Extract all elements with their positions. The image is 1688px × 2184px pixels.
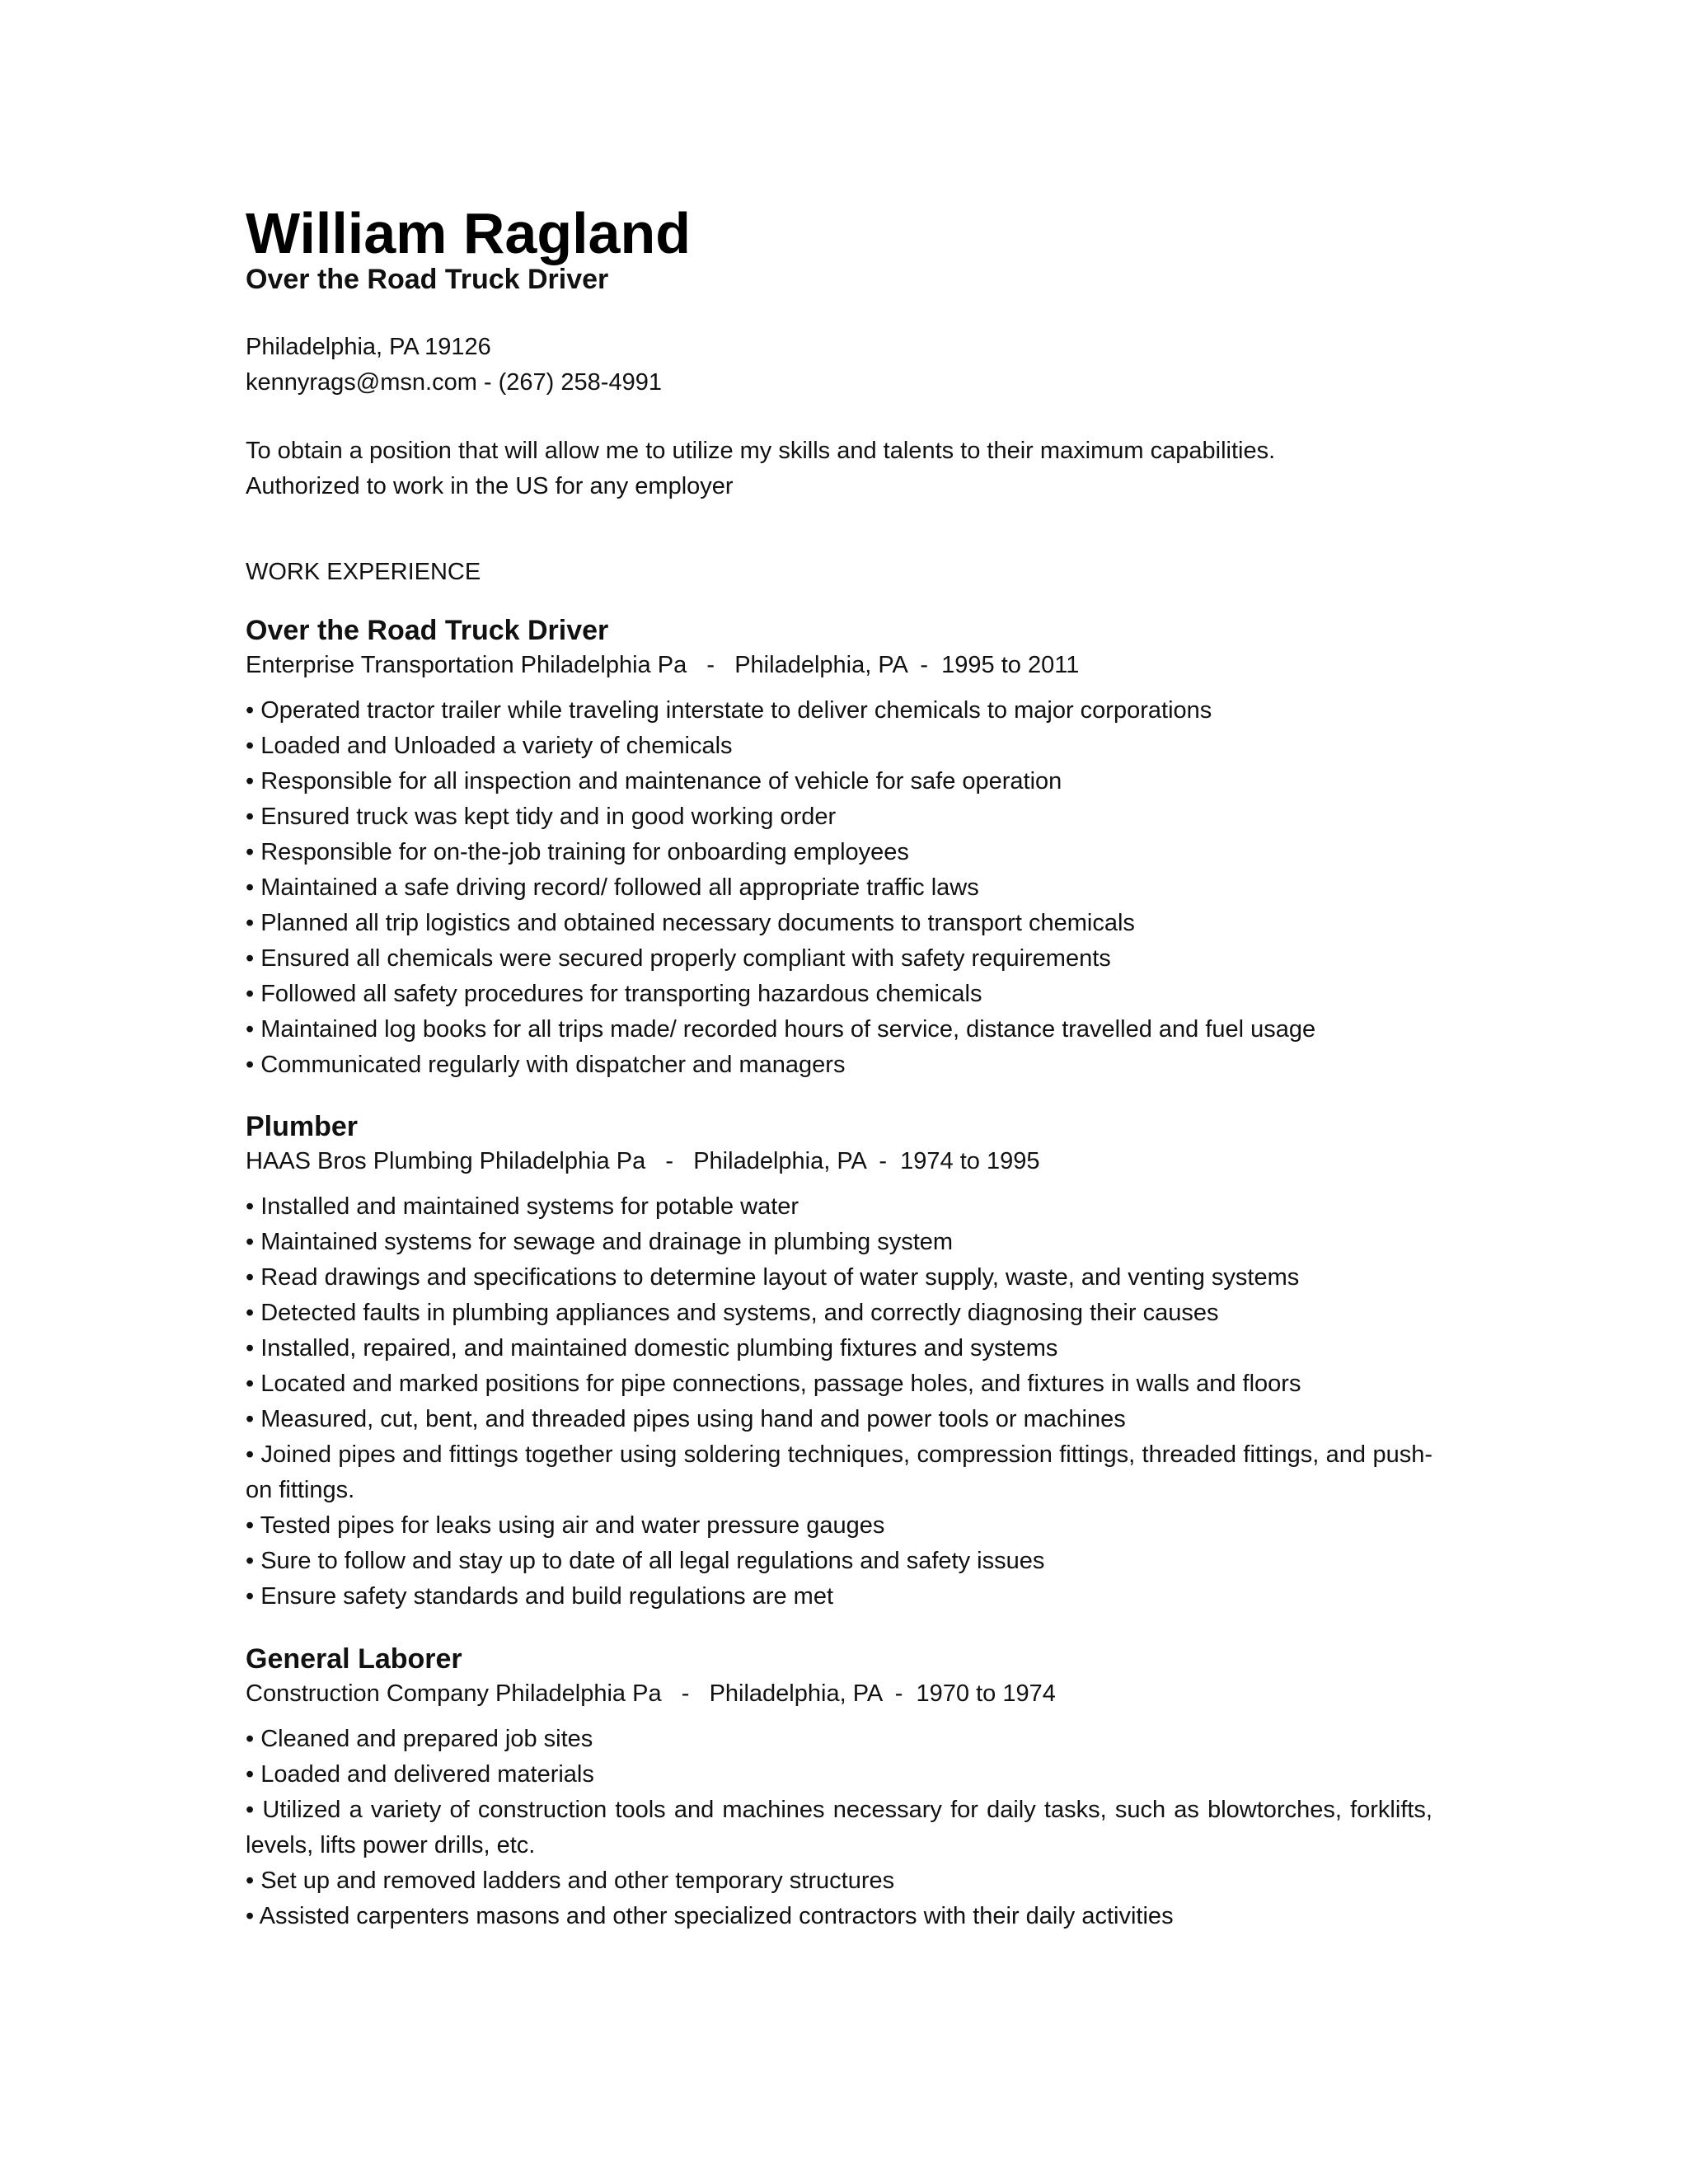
- work-authorization: Authorized to work in the US for any employer: [246, 473, 734, 499]
- email-phone-text: kennyrags@msn.com - (267) 258-4991: [246, 369, 662, 396]
- job-title: General Laborer: [246, 1643, 462, 1675]
- list-item: • Tested pipes for leaks using air and water pressure gauges: [246, 1512, 885, 1539]
- list-item: • Maintained a safe driving record/ followed all appropriate traffic laws: [246, 874, 979, 901]
- list-item: • Detected faults in plumbing appliances and systems, and correctly diagnosing their causes: [246, 1300, 1219, 1326]
- list-item: • Responsible for all inspection and maintenance of vehicle for safe operation: [246, 768, 1062, 794]
- work-experience-heading: WORK EXPERIENCE: [246, 559, 481, 585]
- list-item: • Loaded and delivered materials: [246, 1761, 594, 1788]
- list-item: • Cleaned and prepared job sites: [246, 1726, 593, 1752]
- list-item: • Sure to follow and stay up to date of all legal regulations and safety issues: [246, 1548, 1045, 1574]
- job-entry-truck-driver: [246, 613, 1432, 1083]
- list-item: • Installed and maintained systems for potable water: [246, 1193, 799, 1220]
- job-meta: Construction Company Philadelphia Pa - Philadelphia, PA - 1970 to 1974: [246, 1680, 1056, 1707]
- list-item: • Maintained log books for all trips made/ recorded hours of service, distance travelled and fuel usage: [246, 1016, 1316, 1043]
- contact-block: [246, 330, 662, 401]
- list-item: • Located and marked positions for pipe connections, passage holes, and fixtures in walls and floors: [246, 1371, 1301, 1397]
- job-meta: HAAS Bros Plumbing Philadelphia Pa - Philadelphia, PA - 1974 to 1995: [246, 1148, 1040, 1174]
- job-duties-list: [246, 1189, 1432, 1615]
- list-item: • Read drawings and specifications to determine layout of water supply, waste, and venting systems: [246, 1264, 1300, 1291]
- job-meta: Enterprise Transportation Philadelphia Pa - Philadelphia, PA - 1995 to 2011: [246, 652, 1080, 678]
- list-item: • Responsible for on-the-job training for onboarding employees: [246, 839, 909, 865]
- list-item: • Utilized a variety of construction tools and machines necessary for daily tasks, such as blowtorches, forklifts, levels, lifts power drills, etc.: [246, 1797, 1432, 1858]
- list-item: • Assisted carpenters masons and other specialized contractors with their daily activities: [246, 1903, 1174, 1929]
- list-item: • Installed, repaired, and maintained domestic plumbing fixtures and systems: [246, 1335, 1058, 1361]
- objective-statement: To obtain a position that will allow me to utilize my skills and talents to their maximum capabilities.: [246, 438, 1276, 464]
- job-title: Over the Road Truck Driver: [246, 615, 609, 646]
- list-item: • Maintained systems for sewage and drainage in plumbing system: [246, 1229, 954, 1255]
- list-item: • Joined pipes and fittings together using soldering techniques, compression fittings, threaded fittings, and push-on fittings.: [246, 1441, 1432, 1503]
- list-item: • Operated tractor trailer while traveling interstate to deliver chemicals to major corporations: [246, 697, 1212, 724]
- candidate-title: Over the Road Truck Driver: [246, 264, 609, 295]
- job-duties-list: [246, 1722, 1432, 1934]
- list-item: • Communicated regularly with dispatcher and managers: [246, 1052, 846, 1078]
- job-entry-general-laborer: [246, 1642, 1432, 1934]
- candidate-name: William Ragland: [246, 201, 692, 265]
- list-item: • Ensured truck was kept tidy and in good working order: [246, 804, 837, 830]
- job-entry-plumber: [246, 1109, 1432, 1615]
- location-text: Philadelphia, PA 19126: [246, 334, 491, 360]
- list-item: • Ensured all chemicals were secured properly compliant with safety requirements: [246, 945, 1111, 972]
- list-item: • Measured, cut, bent, and threaded pipes using hand and power tools or machines: [246, 1406, 1126, 1432]
- job-duties-list: [246, 693, 1432, 1083]
- job-title: Plumber: [246, 1111, 359, 1142]
- list-item: • Loaded and Unloaded a variety of chemicals: [246, 733, 733, 759]
- list-item: • Followed all safety procedures for transporting hazardous chemicals: [246, 981, 982, 1007]
- objective-block: [246, 434, 1275, 504]
- list-item: • Set up and removed ladders and other temporary structures: [246, 1868, 895, 1894]
- list-item: • Planned all trip logistics and obtained necessary documents to transport chemicals: [246, 910, 1135, 936]
- list-item: • Ensure safety standards and build regulations are met: [246, 1583, 834, 1610]
